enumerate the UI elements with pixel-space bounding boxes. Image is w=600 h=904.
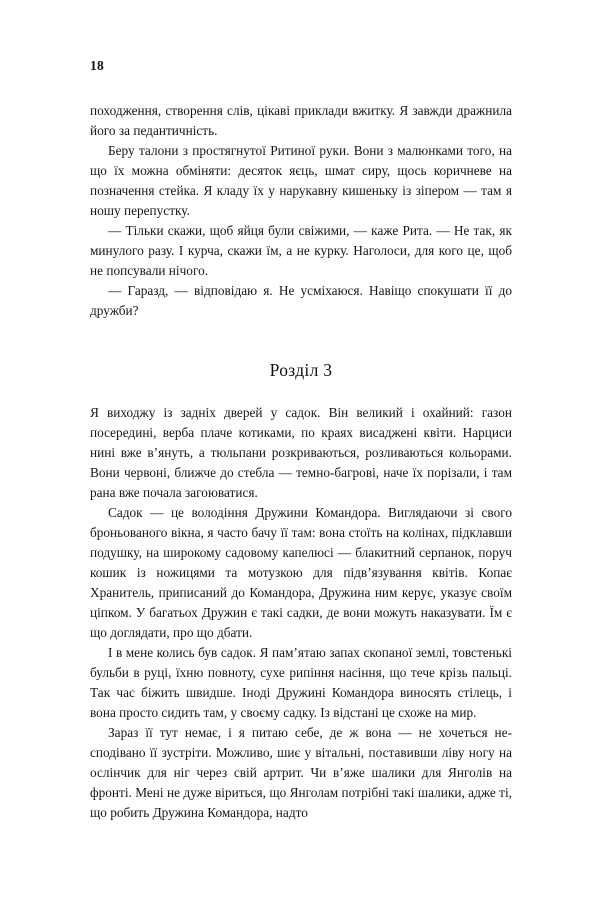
paragraph: І в мене колись був садок. Я пам’ятаю запах скопаної землі, товстенькі бульби в руці, їхню повноту, сухе рипіння насіння, що тече крізь пальці. Так час біжить швидше. Іноді Дружині Командора виносять стілець, і вона просто сидить там, у своєму садку. Із відстані це схоже на мир.	[90, 645, 512, 721]
paragraph: Зараз її тут немає, і я питаю себе, де ж вона — не хочеться несподівано її зустріти. Можливо, шиє у вітальні, поставивши ліву ногу на ослінчик для ніг через свій артрит. Чи в’яже шалики для Янголів на фронті. Мені не дуже віриться, що Янголам потрібні такі шалики, адже ті, що робить Дружина Командора, надто	[90, 725, 512, 821]
dialogue-paragraph: — Гаразд, — відповідаю я. Не усміхаюся. Навіщо спокушати її до дружби?	[90, 283, 512, 319]
paragraph: Садок — це володіння Дружини Командора. Виглядаючи зі свого броньованого вікна, я часто бачу її там: вона стоїть на колінах, підклавши подушку, на широкому садовому капелюсі — блакитний серпанок, поруч кошик із ножицями та мотузкою для підв’язування квітів. Копає Хранитель, приписаний до Командора, Дружина ним керує, указує своїм ціпком. У багатьох Дружин є такі садки, де вони можуть наказувати. Їм є що доглядати, про що дбати.	[90, 504, 512, 641]
chapter-heading: Розділ 3	[269, 359, 333, 380]
page-number: 18	[90, 58, 104, 73]
heading-spacer-below	[90, 381, 512, 403]
dialogue-paragraph: — Тільки скажи, щоб яйця були свіжими, — каже Рита. — Не так, як минулого разу. І курча, скажи їм, а не курку. Наголоси, для кого це, щоб не попсували нічого.	[90, 223, 512, 279]
paragraph-chapter-opening: Я виходжу із задніх дверей у садок. Він великий і охайний: газон посередині, верба плаче котиками, по краях висаджені квіти. Нарциси нині вже в’януть, а тюльпани розкриваються, розливаються кольорами. Вони червоні, ближче до стебла — темно-багрові, наче їх порізали, і там рана вже почала загоюватися.	[90, 404, 512, 500]
heading-spacer-above	[90, 322, 512, 359]
paragraph-continued: походження, створення слів, цікаві приклади вжитку. Я завжди дражнила його за педантичність.	[90, 103, 512, 139]
text-block	[90, 101, 512, 824]
paragraph: Беру талони з простягнутої Ритиної руки. Вони з малюнками того, на що їх можна обміняти: десяток яєць, шмат сиру, щось коричневе на позначення стейка. Я кладу їх у нарукавну кишеньку із зіпером — там я ношу перепустку.	[90, 143, 512, 219]
